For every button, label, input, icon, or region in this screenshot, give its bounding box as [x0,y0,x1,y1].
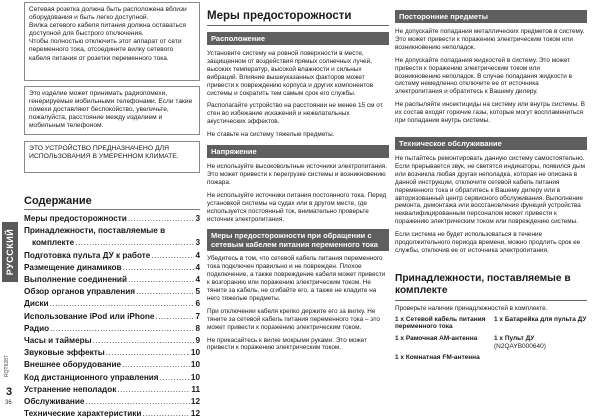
accessory-label: 1 x Батарейка для пульта ДУ [494,315,587,323]
toc-entry-title: Обзор органов управления [24,287,136,297]
toc-entry [24,237,200,249]
toc-entry-title: Выполнение соединений [24,275,128,285]
toc-leader-dots [93,335,195,347]
toc-entry-page: 9 [195,336,200,346]
toc-entry-title: Радио [24,323,50,333]
toc-entry-page: 12 [190,409,200,419]
document-code-text: RQT9287 [4,355,10,377]
toc-entry-page: 5 [195,287,200,297]
toc-entry-page: 4 [195,250,200,260]
middle-column [207,0,389,352]
interference-notice-box [24,86,200,135]
notice-text: ЭТО УСТРОЙСТВО ПРЕДНАЗНАЧЕНО ДЛЯ ИСПОЛЬЗОВАНИЯ В УМЕРЕННОМ КЛИМАТЕ. [29,145,179,161]
accessory-label: 1 x Рамочная AM-антенна [395,335,478,343]
toc-leader-dots [50,323,194,335]
accessories-title: Принадлежности, поставляемые в комплекте [395,273,587,301]
notice-text: Сетевая розетка должна быть расположена вблизи оборудования и быть легко доступной. [29,6,187,22]
accessory-item [395,316,488,331]
toc-entry-title: Использование iPod или iPhone [24,311,155,321]
toc-leader-dots [123,262,195,274]
accessory-item [494,316,587,331]
toc-entry-page: 11 [191,384,200,394]
toc-entry [24,359,200,371]
toc-leader-dots [128,213,195,225]
language-tab [2,222,18,282]
toc-leader-dots [106,347,190,359]
toc-entry [24,408,200,420]
voltage-paragraph: Не используйте источники питания постоянного тока. Перед установкой системы на судах или в другом месте, где используется постоянный ток, внимательно проверьте источник электропитания. [207,191,387,223]
toc-entry [24,213,200,225]
toc-entry [24,384,200,396]
toc-entry-title: Устранение неполадок [24,384,117,394]
toc-leader-dots [117,384,190,396]
toc-entry-page: 6 [195,299,200,309]
notice-text: Чтобы полностью отключить этот аппарат от сети переменного тока, отсоедините вилку сетевого кабеля питания от розетки переменного тока. [29,38,182,62]
toc-entry [24,250,200,262]
toc-entry-title: Звуковые эффекты [24,348,105,358]
placement-header: Расположение [207,32,389,45]
toc-entry-page: 12 [190,397,200,407]
toc-leader-dots [160,372,190,384]
toc-entry-page: 3 [195,214,200,223]
ac-cord-header: Меры предосторожности при обращении с сетевым кабелем питания переменного тока [207,229,389,251]
accessory-label: 1 x Комнатная FM-антенна [395,354,480,362]
accessory-item [395,335,488,350]
document-code [4,357,16,387]
climate-notice-box [24,141,200,173]
toc-entry [24,347,200,359]
toc-entry [24,298,200,310]
toc-entry-title: Принадлежности, поставляемые в [24,226,166,236]
toc-leader-dots [85,396,189,408]
page-number: 3 [6,386,13,398]
toc-entry-title: Меры предосторожности [24,214,127,223]
toc-entry [24,396,200,408]
foreign-matter-paragraph: Не распыляйте инсектициды на систему или внутрь системы. В их состав входят горючие газы, которые могут воспламениться при попадании внутрь системы. [395,101,585,125]
service-paragraph: Если система не будет использоваться в течение продолжительного периода времени, можно продлить срок ее службы, отключив ее от источника электропитания. [395,231,581,254]
toc-entry-page: 4 [195,275,200,285]
placement-paragraph: Установите систему на ровной поверхности в месте, защищенном от воздействия прямых солнечных лучей, высоких температур, высокой влажности и сильных вибраций. Влияние вышеуказанных факторов может привести к повреждению корпуса и других компонентов системы и сократить тем самым срок его службы. [207,50,374,97]
toc-entry-title: Технические характеристики [24,409,142,419]
toc-entry-title: Часы и таймеры [24,336,92,346]
toc-entry [24,225,200,237]
table-of-contents [24,213,200,420]
accessory-label: 1 x Пульт ДУ [494,335,535,343]
toc-leader-dots [75,237,194,249]
toc-entry [24,372,200,384]
left-column [24,0,202,420]
toc-entry-title: Код дистанционного управления [24,372,159,382]
precautions-title: Меры предосторожности [207,10,389,26]
right-column [395,0,587,366]
accessory-item [494,335,587,350]
accessories-list [395,316,587,366]
toc-leader-dots [136,286,194,298]
ac-cord-paragraph: При отключении кабеля крепко держите его за вилку. Не тяните за сетевой кабель питания переменного тока – это может привести к поражению электрическим током. [207,307,380,331]
notice-text: Это изделие может принимать радиопомехи, генерируемые мобильными телефонами. Если такие помехи доставляют беспокойство, увеличьте, пожалуйста, расстояние между изделием и мобильным телефоном. [29,90,193,130]
toc-entry-page: 10 [190,348,200,358]
toc-entry [24,335,200,347]
toc-entry-page: 4 [195,262,200,272]
mains-notice-box [24,2,200,81]
language-tab-label: РУССКИЙ [5,228,16,276]
accessory-code: (N2QAYB000640) [494,342,546,350]
toc-entry-page: 3 [195,238,200,248]
toc-leader-dots [151,250,194,262]
toc-entry [24,274,200,286]
toc-entry-title: комплекте [32,238,75,248]
toc-entry-page: 10 [190,360,200,370]
toc-entry-title: Обслуживание [24,397,85,407]
voltage-header: Напряжение [207,145,389,158]
page-number-small: 36 [5,400,12,406]
placement-paragraph: Располагайте устройство на расстоянии не менее 15 см от стен во избежание искажений и нежелательных акустических эффектов. [207,102,383,126]
ac-cord-paragraph: Убедитесь в том, что сетевой кабель питания переменного тока подключен правильно и не поврежден. Плохое подключение, а также повреждение кабеля может привести к возгоранию или поражению электрическим током. Не тяните за кабель, не сгибайте его, а также не кладите на него тяжелые предметы. [207,255,386,302]
toc-leader-dots [128,274,194,286]
accessory-item [395,354,488,362]
toc-entry-title: Диски [24,299,49,309]
toc-title: Содержание [24,195,200,210]
service-header: Техническое обслуживание [395,137,587,150]
ac-cord-paragraph: Не прикасайтесь к вилке мокрыми руками. Это может привести к поражению электрическим током. [207,336,368,352]
toc-entry [24,323,200,335]
foreign-matter-header: Посторонние предметы [395,10,587,23]
service-paragraph: Не пытайтесь ремонтировать данную систему самостоятельно. Если прерывается звук, не светятся индикаторы, появился дым или возникла любая другая неполадка, которая не описана в данной инструкции, отключите сетевой кабель питания переменного тока и обратитесь к Вашему дилеру или в авторизованный центр сервисного обслуживания. Выполнение ремонта, демонтажа или восстановления функций устройства неквалифицированным персоналом может привести к поражению электрическим током или повреждению системы. [395,154,585,226]
toc-leader-dots [122,359,190,371]
toc-entry [24,286,200,298]
toc-entry-title: Размещение динамиков [24,262,122,272]
accessory-label: 1 x Сетевой кабель питания переменного тока [395,315,486,331]
toc-entry-page: 8 [195,323,200,333]
toc-leader-dots [142,408,190,420]
toc-entry [24,311,200,323]
foreign-matter-paragraph: Не допускайте попадания жидкостей в систему. Это может привести к поражению электрическим током или возникновению неполадок. В случае попадания жидкости в систему немедленно отключите ее от источника электропитания и обратитесь к Вашему дилеру. [395,56,573,96]
foreign-matter-paragraph: Не допускайте попадания металлических предметов в систему. Это может привести к поражению электрическим током или возникновению неполадок. [395,28,585,51]
toc-entry-page: 10 [190,372,200,382]
placement-paragraph: Не ставьте на систему тяжелые предметы. [207,131,335,139]
toc-entry-title: Внешнее оборудование [24,360,122,370]
toc-entry-title: Подготовка пульта ДУ к работе [24,250,151,260]
notice-text: Вилка сетевого кабеля питания должна оставаться доступной для быстрого отключения. [29,22,186,38]
toc-entry-page: 7 [195,311,200,321]
toc-leader-dots [155,311,194,323]
voltage-paragraph: Не используйте высоковольтные источники электропитания. Это может привести к перегрузке системы и возникновению пожара. [207,163,388,186]
toc-entry [24,262,200,274]
accessories-intro: Проверьте наличие принадлежностей в комплекте. [395,304,548,312]
toc-leader-dots [50,298,195,310]
